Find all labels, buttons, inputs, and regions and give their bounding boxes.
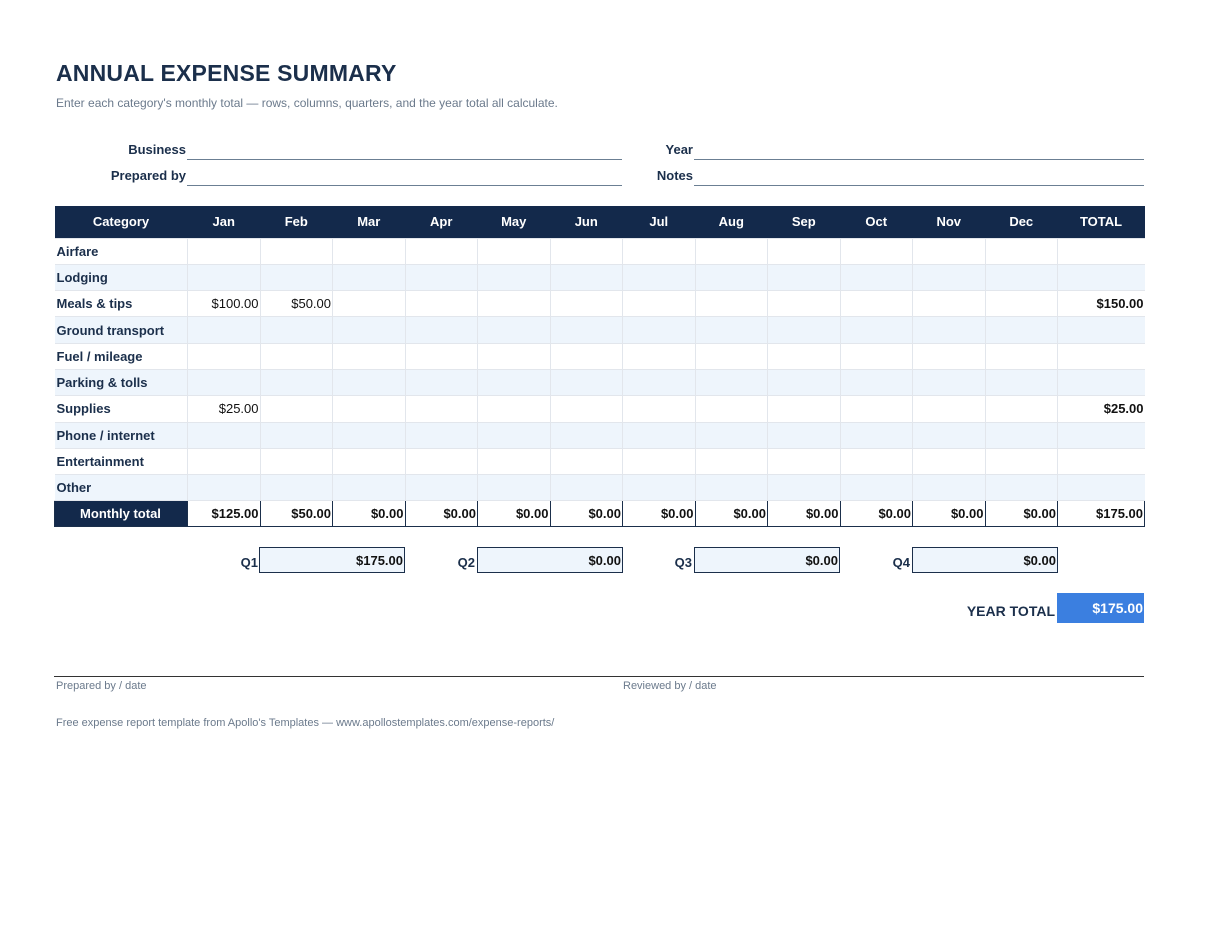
month-value-cell[interactable] <box>985 264 1058 290</box>
column-header: Oct <box>840 206 913 238</box>
table-row <box>55 238 1145 264</box>
month-value-cell[interactable] <box>913 264 986 290</box>
month-value-cell[interactable] <box>333 238 406 264</box>
month-value-cell[interactable] <box>840 448 913 474</box>
month-value-cell[interactable] <box>188 343 261 369</box>
month-value-cell[interactable] <box>768 422 841 448</box>
month-value-cell[interactable] <box>768 475 841 501</box>
month-value-cell[interactable] <box>405 238 478 264</box>
monthly-total-cell: $0.00 <box>623 501 696 527</box>
notes-input[interactable] <box>694 185 1144 186</box>
month-value-cell[interactable] <box>478 343 551 369</box>
month-value-cell[interactable] <box>333 396 406 422</box>
business-label: Business <box>128 142 186 157</box>
month-value-cell[interactable] <box>188 422 261 448</box>
quarter-total-value: $0.00 <box>477 547 623 573</box>
row-total-cell <box>1058 475 1145 501</box>
month-value-cell[interactable] <box>260 343 333 369</box>
row-total-cell <box>1058 317 1145 343</box>
month-value-cell[interactable] <box>478 264 551 290</box>
month-value-cell[interactable] <box>550 422 623 448</box>
quarter-total-value: $175.00 <box>259 547 405 573</box>
month-value-cell[interactable] <box>913 291 986 317</box>
month-value-cell[interactable] <box>405 264 478 290</box>
month-value-cell[interactable] <box>405 343 478 369</box>
monthly-total-cell: $0.00 <box>985 501 1058 527</box>
month-value-cell[interactable] <box>985 448 1058 474</box>
month-value-cell[interactable] <box>478 448 551 474</box>
year-total-label: YEAR TOTAL <box>966 603 1055 619</box>
prepared-by-input[interactable] <box>187 185 622 186</box>
month-value-cell[interactable] <box>913 448 986 474</box>
year-label: Year <box>665 142 693 157</box>
month-value-cell[interactable] <box>623 475 696 501</box>
footer-note: Free expense report template from Apollo's Templates — www.apollostemplates.com/expense-reports/ <box>56 717 555 729</box>
month-value-cell[interactable] <box>623 264 696 290</box>
month-value-cell[interactable] <box>913 343 986 369</box>
monthly-total-cell: $0.00 <box>840 501 913 527</box>
year-total-value[interactable]: $175.00 <box>1057 593 1144 623</box>
month-value-cell[interactable] <box>985 422 1058 448</box>
month-value-cell[interactable] <box>985 238 1058 264</box>
month-value-cell[interactable] <box>695 291 768 317</box>
month-value-cell[interactable] <box>623 396 696 422</box>
prepared-by-label: Prepared by <box>110 168 186 183</box>
month-value-cell[interactable] <box>550 291 623 317</box>
month-value-cell[interactable] <box>840 291 913 317</box>
category-cell: Lodging <box>55 264 188 290</box>
month-value-cell[interactable] <box>840 475 913 501</box>
month-value-cell[interactable] <box>550 369 623 395</box>
column-header: Jan <box>188 206 261 238</box>
month-value-cell[interactable] <box>405 396 478 422</box>
month-value-cell[interactable] <box>695 475 768 501</box>
month-value-cell[interactable] <box>913 422 986 448</box>
quarter-total-value: $0.00 <box>694 547 840 573</box>
signature-line <box>54 676 1144 677</box>
month-value-cell[interactable] <box>840 238 913 264</box>
quarter-total-value: $0.00 <box>912 547 1058 573</box>
month-value-cell[interactable] <box>840 343 913 369</box>
table-row <box>55 317 1145 343</box>
row-total-cell <box>1058 369 1145 395</box>
row-total-cell <box>1058 238 1145 264</box>
table-row <box>55 343 1145 369</box>
month-value-cell[interactable] <box>405 475 478 501</box>
month-value-cell[interactable] <box>550 343 623 369</box>
month-value-cell[interactable] <box>695 422 768 448</box>
monthly-total-cell: $0.00 <box>478 501 551 527</box>
month-value-cell[interactable] <box>188 264 261 290</box>
month-value-cell[interactable] <box>695 369 768 395</box>
row-total-cell <box>1058 343 1145 369</box>
table-row <box>55 291 1145 317</box>
month-value-cell[interactable] <box>550 396 623 422</box>
row-total-cell: $25.00 <box>1058 396 1145 422</box>
month-value-cell[interactable] <box>260 317 333 343</box>
table-row <box>55 422 1145 448</box>
month-value-cell[interactable] <box>768 448 841 474</box>
month-value-cell[interactable] <box>985 317 1058 343</box>
reviewed-signature-label: Reviewed by / date <box>623 680 717 692</box>
prepared-signature-label: Prepared by / date <box>56 680 147 692</box>
column-header: Jul <box>623 206 696 238</box>
month-value-cell[interactable] <box>913 317 986 343</box>
month-value-cell[interactable]: $25.00 <box>188 396 261 422</box>
column-header: Aug <box>695 206 768 238</box>
month-value-cell[interactable] <box>260 238 333 264</box>
month-value-cell[interactable] <box>478 396 551 422</box>
month-value-cell[interactable] <box>405 291 478 317</box>
month-value-cell[interactable]: $100.00 <box>188 291 261 317</box>
row-total-cell <box>1058 448 1145 474</box>
month-value-cell[interactable] <box>260 448 333 474</box>
grand-total-cell: $175.00 <box>1058 501 1145 527</box>
column-header: Jun <box>550 206 623 238</box>
month-value-cell[interactable] <box>333 448 406 474</box>
table-row <box>55 396 1145 422</box>
month-value-cell[interactable] <box>333 475 406 501</box>
month-value-cell[interactable] <box>550 475 623 501</box>
month-value-cell[interactable] <box>623 343 696 369</box>
month-value-cell[interactable] <box>623 317 696 343</box>
monthly-total-cell: $0.00 <box>768 501 841 527</box>
month-value-cell[interactable] <box>623 422 696 448</box>
month-value-cell[interactable] <box>405 422 478 448</box>
category-cell: Fuel / mileage <box>55 343 188 369</box>
month-value-cell[interactable] <box>333 369 406 395</box>
monthly-total-cell: $50.00 <box>260 501 333 527</box>
month-value-cell[interactable] <box>623 291 696 317</box>
month-value-cell[interactable] <box>985 396 1058 422</box>
notes-label: Notes <box>656 168 693 183</box>
monthly-total-cell: $0.00 <box>550 501 623 527</box>
expense-table <box>54 206 1145 527</box>
table-header-row <box>55 206 1145 238</box>
month-value-cell[interactable] <box>550 317 623 343</box>
quarter-label: Q4 <box>892 555 910 570</box>
month-value-cell[interactable] <box>260 264 333 290</box>
month-value-cell[interactable] <box>840 369 913 395</box>
page-subtitle: Enter each category's monthly total — rows, columns, quarters, and the year total all calculate. <box>56 96 558 110</box>
row-total-cell <box>1058 422 1145 448</box>
category-cell: Phone / internet <box>55 422 188 448</box>
month-value-cell[interactable] <box>985 291 1058 317</box>
month-value-cell[interactable] <box>188 448 261 474</box>
month-value-cell[interactable] <box>913 369 986 395</box>
month-value-cell[interactable] <box>550 238 623 264</box>
column-header: Mar <box>333 206 406 238</box>
monthly-total-cell: $0.00 <box>695 501 768 527</box>
quarter-label: Q3 <box>674 555 692 570</box>
month-value-cell[interactable] <box>478 238 551 264</box>
month-value-cell[interactable] <box>623 448 696 474</box>
month-value-cell[interactable] <box>768 343 841 369</box>
month-value-cell[interactable] <box>768 317 841 343</box>
month-value-cell[interactable] <box>478 291 551 317</box>
month-value-cell[interactable] <box>478 422 551 448</box>
month-value-cell[interactable] <box>985 343 1058 369</box>
month-value-cell[interactable] <box>695 343 768 369</box>
column-header: Apr <box>405 206 478 238</box>
month-value-cell[interactable] <box>768 264 841 290</box>
month-value-cell[interactable] <box>260 369 333 395</box>
month-value-cell[interactable] <box>333 343 406 369</box>
month-value-cell[interactable] <box>550 448 623 474</box>
column-header: May <box>478 206 551 238</box>
month-value-cell[interactable] <box>985 475 1058 501</box>
month-value-cell[interactable] <box>623 238 696 264</box>
month-value-cell[interactable] <box>985 369 1058 395</box>
month-value-cell[interactable] <box>913 475 986 501</box>
month-value-cell[interactable] <box>768 369 841 395</box>
category-cell: Supplies <box>55 396 188 422</box>
month-value-cell[interactable] <box>768 238 841 264</box>
column-header: TOTAL <box>1058 206 1145 238</box>
month-value-cell[interactable] <box>695 448 768 474</box>
category-cell: Other <box>55 475 188 501</box>
month-value-cell[interactable] <box>260 475 333 501</box>
monthly-total-cell: $125.00 <box>188 501 261 527</box>
row-total-cell: $150.00 <box>1058 291 1145 317</box>
monthly-total-cell: $0.00 <box>405 501 478 527</box>
month-value-cell[interactable] <box>405 448 478 474</box>
column-header: Category <box>55 206 188 238</box>
month-value-cell[interactable] <box>478 475 551 501</box>
monthly-total-label: Monthly total <box>55 501 188 527</box>
month-value-cell[interactable] <box>695 238 768 264</box>
business-input[interactable] <box>187 159 622 160</box>
month-value-cell[interactable] <box>840 422 913 448</box>
table-row <box>55 264 1145 290</box>
month-value-cell[interactable] <box>768 291 841 317</box>
month-value-cell[interactable] <box>333 264 406 290</box>
month-value-cell[interactable] <box>188 317 261 343</box>
month-value-cell[interactable] <box>913 238 986 264</box>
month-value-cell[interactable] <box>623 369 696 395</box>
month-value-cell[interactable] <box>333 317 406 343</box>
monthly-total-cell: $0.00 <box>333 501 406 527</box>
month-value-cell[interactable] <box>695 396 768 422</box>
table-row <box>55 448 1145 474</box>
category-cell: Ground transport <box>55 317 188 343</box>
quarter-label: Q2 <box>457 555 475 570</box>
year-input[interactable] <box>694 159 1144 160</box>
quarter-label: Q1 <box>240 555 258 570</box>
column-header: Feb <box>260 206 333 238</box>
month-value-cell[interactable] <box>840 317 913 343</box>
column-header: Sep <box>768 206 841 238</box>
month-value-cell[interactable] <box>260 422 333 448</box>
month-value-cell[interactable] <box>333 422 406 448</box>
month-value-cell[interactable] <box>188 475 261 501</box>
month-value-cell[interactable] <box>840 396 913 422</box>
table-row <box>55 369 1145 395</box>
monthly-total-row <box>55 501 1145 527</box>
category-cell: Airfare <box>55 238 188 264</box>
category-cell: Parking & tolls <box>55 369 188 395</box>
month-value-cell[interactable] <box>478 369 551 395</box>
month-value-cell[interactable] <box>188 369 261 395</box>
category-cell: Meals & tips <box>55 291 188 317</box>
month-value-cell[interactable] <box>188 238 261 264</box>
month-value-cell[interactable] <box>478 317 551 343</box>
month-value-cell[interactable] <box>405 369 478 395</box>
page-title: ANNUAL EXPENSE SUMMARY <box>56 60 397 86</box>
month-value-cell[interactable] <box>405 317 478 343</box>
column-header: Dec <box>985 206 1058 238</box>
month-value-cell[interactable] <box>913 396 986 422</box>
month-value-cell[interactable] <box>550 264 623 290</box>
column-header: Nov <box>913 206 986 238</box>
category-cell: Entertainment <box>55 448 188 474</box>
month-value-cell[interactable] <box>333 291 406 317</box>
month-value-cell[interactable]: $50.00 <box>260 291 333 317</box>
month-value-cell[interactable] <box>695 317 768 343</box>
month-value-cell[interactable] <box>695 264 768 290</box>
row-total-cell <box>1058 264 1145 290</box>
month-value-cell[interactable] <box>768 396 841 422</box>
month-value-cell[interactable] <box>260 396 333 422</box>
month-value-cell[interactable] <box>840 264 913 290</box>
monthly-total-cell: $0.00 <box>913 501 986 527</box>
table-row <box>55 475 1145 501</box>
